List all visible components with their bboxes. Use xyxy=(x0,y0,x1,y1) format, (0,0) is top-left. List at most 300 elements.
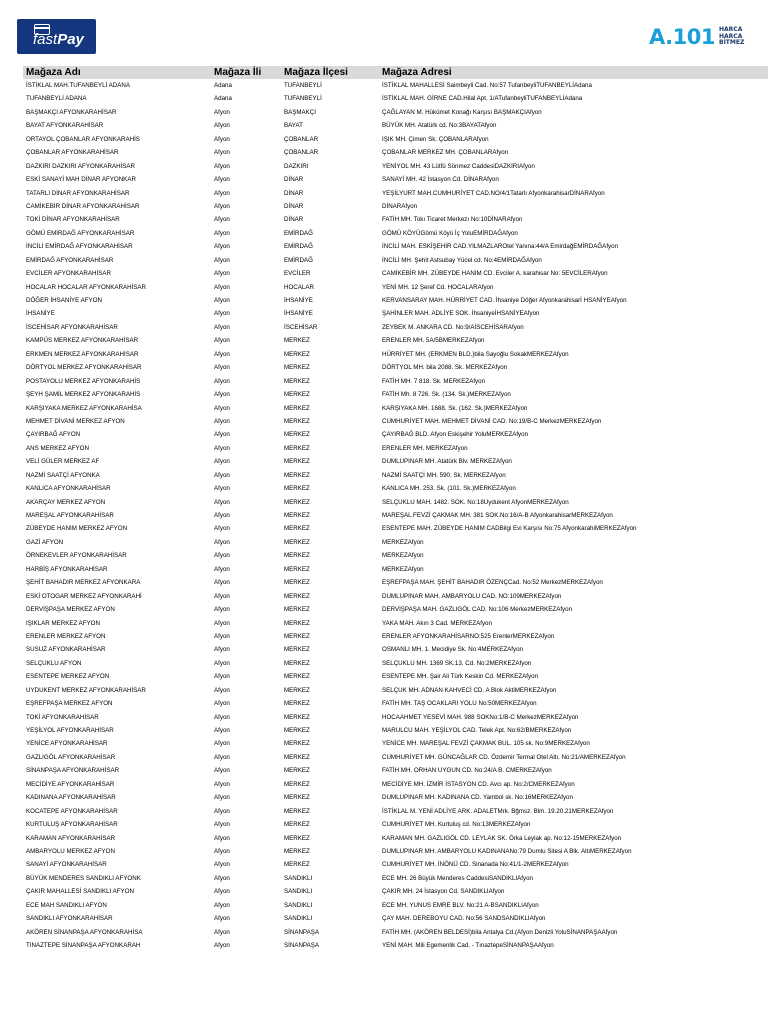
table-row xyxy=(23,79,768,92)
cell-store-name: AKARÇAY MERKEZ AFYON xyxy=(26,498,106,506)
cell-store-name: ANS MERKEZ AFYON xyxy=(26,444,89,452)
cell-store-name: MECİDİYE AFYONKARAHİSAR xyxy=(26,780,115,788)
cell-province: Afyon xyxy=(214,659,230,667)
table-row xyxy=(23,657,768,670)
cell-province: Afyon xyxy=(214,525,230,533)
table-row xyxy=(23,482,768,495)
table-row xyxy=(23,778,768,791)
cell-address: YENİCE MH. MAREŞAL FEVZİ ÇAKMAK BUL. 105 sk. No:9MERKEZAfyon xyxy=(382,740,590,748)
cell-province: Afyon xyxy=(214,310,230,318)
cell-district: EMİRDAĞ xyxy=(284,243,313,251)
cell-province: Afyon xyxy=(214,189,230,197)
cell-address: GÖMÜ KÖYÜGömü Köyü İç YoluEMİRDAĞAfyon xyxy=(382,229,518,237)
cell-district: MERKEZ xyxy=(284,740,310,748)
cell-store-name: KARŞIYAKA MERKEZ AFYONKARAHİSA xyxy=(26,404,142,412)
cell-store-name: ESKİ SANAYİ MAH DİNAR AFYONKAR xyxy=(26,176,136,184)
cell-address: ESENTEPE MH. Şair Ali Türk Keskin Cd. MERKEZAfyon xyxy=(382,673,538,681)
cell-district: MERKEZ xyxy=(284,458,310,466)
cell-address: MERKEZAfyon xyxy=(382,552,424,560)
cell-store-name: YENİCE AFYONKARAHİSAR xyxy=(26,740,108,748)
cell-store-name: ÇOBANLAR AFYONKARAHİSAR xyxy=(26,149,119,157)
cell-province: Afyon xyxy=(214,606,230,614)
cell-address: YAKA MAH. Akın 3 Cad. MERKEZAfyon xyxy=(382,619,492,627)
cell-address: ÇAKIR MH. 24 İstasyon Cd. SANDIKLIAfyon xyxy=(382,888,505,896)
slogan-line: HARCA xyxy=(719,26,743,33)
cell-store-name: BÜYÜK MENDERES SANDIKLI AFYONK xyxy=(26,874,141,882)
cell-store-name: SANAYİ AFYONKARAHİSAR xyxy=(26,861,107,869)
cell-province: Afyon xyxy=(214,135,230,143)
cell-address: SELÇUKLU MAH. 1482. SOK. No:18Uydukent AfyonMERKEZAfyon xyxy=(382,498,569,506)
cell-district: MERKEZ xyxy=(284,391,310,399)
table-row xyxy=(23,603,768,616)
cell-province: Afyon xyxy=(214,632,230,640)
cell-district: DİNAR xyxy=(284,176,304,184)
cell-store-name: VELİ GÜLER MERKEZ AF xyxy=(26,458,100,466)
cell-address: MAREŞAL FEVZİ ÇAKMAK MH. 381 SOK.No:16/A-B AfyonkarahisarMERKEZAfyon xyxy=(382,512,613,519)
cell-store-name: İHSANİYE xyxy=(26,310,55,318)
cell-district: ÇOBANLAR xyxy=(284,149,319,157)
cell-address: SELÇUKLU MH. 1369 SK.13. Cd. No:2MERKEZAfyon xyxy=(382,659,532,667)
cell-district: MERKEZ xyxy=(284,417,310,425)
cell-district: MERKEZ xyxy=(284,780,310,788)
cell-store-name: KANLICA AFYONKARAHİSAR xyxy=(26,485,111,493)
cell-province: Afyon xyxy=(214,592,230,600)
cell-store-name: POSTAYOLU MERKEZ AFYONKARAHİS xyxy=(26,377,141,385)
cell-address: FATİH MH. 7 818. Sk. MERKEZAfyon xyxy=(382,377,486,385)
cell-address: MECİDİYE MH. İZMİR İSTASYON CD. Avcı ap. No:2/CMERKEZAfyon xyxy=(382,780,575,788)
cell-province: Afyon xyxy=(214,256,230,264)
cell-province: Afyon xyxy=(214,243,230,251)
cell-district: MERKEZ xyxy=(284,606,310,614)
table-row xyxy=(23,590,768,603)
cell-store-name: ESENTEPE MERKEZ AFYON xyxy=(26,673,110,681)
table-row xyxy=(23,899,768,912)
cell-store-name: ŞEYH ŞAMİL MERKEZ AFYONKARAHİS xyxy=(26,391,141,399)
cell-store-name: BAYAT AFYONKARAHİSAR xyxy=(26,122,104,130)
table-row xyxy=(23,92,768,105)
column-header-address: Mağaza Adresi xyxy=(382,67,452,78)
cell-district: MERKEZ xyxy=(284,498,310,506)
cell-province: Afyon xyxy=(214,673,230,681)
cell-store-name: HOCALAR HOCALAR AFYONKARAHİSAR xyxy=(26,283,146,291)
cell-district: MERKEZ xyxy=(284,619,310,627)
cell-address: FATİH MH. TAŞ OCAKLARI YOLU No:50MERKEZAfyon xyxy=(382,700,537,708)
table-row xyxy=(23,724,768,737)
cell-address: ÇAYIRBAĞ BLD. Afyon Eskişehir YoluMERKEZAfyon xyxy=(382,431,529,439)
cell-province: Afyon xyxy=(214,834,230,842)
table-row xyxy=(23,576,768,589)
cell-address: ESENTEPE MAH. ZÜBEYDE HANIM CADBilgi Evi Karşısı No:75 AfyonkarahiMERKEZAfyon xyxy=(382,525,637,533)
table-row xyxy=(23,133,768,146)
table-row xyxy=(23,361,768,374)
cell-district: İSCEHİSAR xyxy=(284,323,318,331)
cell-store-name: TINAZTEPE SİNANPAŞA AFYONKARAH xyxy=(26,942,141,949)
cell-district: MERKEZ xyxy=(284,632,310,640)
cell-store-name: ECE MAH SANDIKLI AFYON xyxy=(26,901,107,909)
cell-province: Afyon xyxy=(214,364,230,372)
table-row xyxy=(23,643,768,656)
cell-store-name: TOKİ AFYONKARAHİSAR xyxy=(26,713,99,721)
cell-store-name: ZÜBEYDE HANIM MERKEZ AFYON xyxy=(26,525,128,533)
cell-district: SİNANPAŞA xyxy=(284,942,319,949)
cell-province: Afyon xyxy=(214,847,230,855)
cell-district: MERKEZ xyxy=(284,404,310,412)
cell-address: OSMANLI MH. 1. Mecidiye Sk. No:4MERKEZAfyon xyxy=(382,646,523,654)
cell-district: DİNAR xyxy=(284,189,304,197)
cell-province: Afyon xyxy=(214,552,230,560)
fastpay-prefix: fast xyxy=(33,31,58,48)
cell-province: Afyon xyxy=(214,767,230,775)
cell-address: SANAYİ MH. 42 İstasyon Cd. DİNARAfyon xyxy=(382,176,499,184)
cell-store-name: BAŞMAKÇI AFYONKARAHİSAR xyxy=(26,108,117,116)
table-row xyxy=(23,442,768,455)
cell-store-name: ŞEHİT BAHADIR MERKEZ AFYONKARA xyxy=(26,579,141,587)
cell-address: FATİH MH. (AKÖREN BELDESİ)bila Antalya Cd.(Afyon Denizli YoluSİNANPAŞAAfyon xyxy=(382,928,618,936)
cell-district: MERKEZ xyxy=(284,753,310,761)
table-row xyxy=(23,522,768,535)
cell-province: Afyon xyxy=(214,794,230,802)
cell-store-name: MEHMET DİVANİ MERKEZ AFYON xyxy=(26,417,125,425)
cell-address: CUMHURİYET MH. Kurtuluş cd. No:13MERKEZAfyon xyxy=(382,821,531,829)
table-row xyxy=(23,267,768,280)
cell-district: MERKEZ xyxy=(284,673,310,681)
cell-province: Afyon xyxy=(214,686,230,694)
cell-district: MERKEZ xyxy=(284,659,310,667)
cell-district: SANDIKLI xyxy=(284,915,313,923)
table-row xyxy=(23,737,768,750)
cell-district: MERKEZ xyxy=(284,579,310,587)
cell-store-name: TATARLI DİNAR AFYONKARAHİSAR xyxy=(26,189,130,197)
page-header xyxy=(0,0,768,64)
cell-province: Afyon xyxy=(214,417,230,425)
fastpay-wordmark xyxy=(33,31,84,49)
cell-province: Adana xyxy=(214,82,232,89)
cell-address: ERENLER MH. 5A/5BMERKEZAfyon xyxy=(382,337,485,345)
table-row xyxy=(23,173,768,186)
cell-province: Afyon xyxy=(214,740,230,748)
table-row xyxy=(23,509,768,522)
cell-province: Afyon xyxy=(214,108,230,116)
table-row xyxy=(23,146,768,159)
cell-province: Afyon xyxy=(214,377,230,385)
table-row xyxy=(23,630,768,643)
table-body xyxy=(23,79,768,952)
cell-district: SANDIKLI xyxy=(284,888,313,896)
table-row xyxy=(23,845,768,858)
cell-store-name: SANDIKLI AFYONKARAHİSAR xyxy=(26,915,113,923)
cell-district: TUFANBEYLİ xyxy=(284,95,322,103)
cell-province: Afyon xyxy=(214,176,230,184)
cell-district: MERKEZ xyxy=(284,592,310,600)
cell-store-name: TOKİ DİNAR AFYONKARAHİSAR xyxy=(26,216,120,224)
cell-store-name: SUSUZ AFYONKARAHİSAR xyxy=(26,646,106,654)
cell-address: EŞREFPAŞA MAH. ŞEHİT BAHADIR ÖZENÇCad. No:52 MerkezMERKEZAfyon xyxy=(382,579,603,587)
cell-district: MERKEZ xyxy=(284,444,310,452)
cell-address: CAMİKEBİR MH. ZÜBEYDE HANIM CD. Evciler A. karahisar No: 5EVCİLERAfyon xyxy=(382,270,608,278)
cell-store-name: KOCATEPE AFYONKARAHİSAR xyxy=(26,807,118,815)
table-row xyxy=(23,858,768,871)
cell-address: MARULCU MAH. YEŞİLYOL CAD. Telek Apt. No:62/BMERKEZAfyon xyxy=(382,727,572,734)
table-row xyxy=(23,307,768,320)
column-header-store-name: Mağaza Adı xyxy=(26,67,81,78)
cell-store-name: İSCEHİSAR AFYONKARAHİSAR xyxy=(26,323,118,331)
cell-store-name: ÇAYIRBAĞ AFYON xyxy=(26,431,81,439)
cell-address: ŞAHİNLER MAH. ADLİYE SOK. İhsaniyeİHSANİYEAfyon xyxy=(382,310,540,318)
cell-province: Afyon xyxy=(214,700,230,708)
cell-store-name: AMBARYOLU MERKEZ AFYON xyxy=(26,847,115,855)
cell-district: EVCİLER xyxy=(284,270,311,278)
cell-address: HÜRRİYET MH. (ERKMEN BLD.)bila Sayoğlu SokakMERKEZAfyon xyxy=(382,350,569,358)
cell-address: KANLICA MH. 253. Sk. (101. Sk.)MERKEZAfyon xyxy=(382,485,516,493)
cell-store-name: KADINANA AFYONKARAHİSAR xyxy=(26,794,116,802)
table-row xyxy=(23,240,768,253)
cell-store-name: CAMİKEBİR DİNAR AFYONKARAHİSAR xyxy=(26,202,140,210)
cell-district: DAZKIRI xyxy=(284,162,309,170)
cell-address: KARAMAN MH. GAZLIGÖL CD. LEYLAK SK. Örka Leylak ap. No:12-15MERKEZAfyon xyxy=(382,834,622,842)
cell-district: ÇOBANLAR xyxy=(284,135,319,143)
table-row xyxy=(23,469,768,482)
cell-address: KERVANSARAY MAH. HÜRRİYET CAD. İhsaniye Döğer Afyonkarahisarİ HSANİYEAfyon xyxy=(382,297,627,304)
cell-address: FATİH MH. Tokı Ticaret Merkezı No:10DİNARAfyon xyxy=(382,216,523,224)
cell-province: Afyon xyxy=(214,942,230,949)
cell-province: Afyon xyxy=(214,391,230,399)
cell-district: MERKEZ xyxy=(284,794,310,802)
cell-address: İSTİKLAL M. YENİ ADLİYE ARK. ADALETMrk. Bğmsz. Blm. 19.20.21MERKEZAfyon xyxy=(382,807,614,815)
cell-province: Afyon xyxy=(214,512,230,519)
cell-address: NAZMİ SAATÇİ MH. 590. Sk. MERKEZAfyon xyxy=(382,471,506,479)
cell-district: MERKEZ xyxy=(284,767,310,775)
cell-store-name: İSTİKLAL MAH.TUFANBEYLİ ADANA xyxy=(26,82,130,89)
table-row xyxy=(23,294,768,307)
cell-province: Afyon xyxy=(214,162,230,170)
cell-district: DİNAR xyxy=(284,216,304,224)
table-row xyxy=(23,227,768,240)
table-row xyxy=(23,872,768,885)
cell-address: DUMLUPINAR MH. Atatürk Blv. MERKEZAfyon xyxy=(382,458,512,466)
cell-address: DERVİŞPAŞA MAH. GAZLIGÖL CAD. No:106 MerkezMERKEZAfyon xyxy=(382,606,573,614)
cell-province: Afyon xyxy=(214,579,230,587)
cell-province: Afyon xyxy=(214,350,230,358)
cell-store-name: KAMPÜS MERKEZ AFYONKARAHİSAR xyxy=(26,337,139,345)
cell-address: ÇOBANLAR MERKEZ MH. ÇOBANLARAfyon xyxy=(382,149,509,157)
cell-province: Afyon xyxy=(214,498,230,506)
cell-district: MERKEZ xyxy=(284,512,310,519)
cell-province: Afyon xyxy=(214,915,230,923)
cell-district: MERKEZ xyxy=(284,807,310,815)
cell-address: İNCİLİ MH. Şehit Astsubay Yücel cd. No:4EMİRDAĞAfyon xyxy=(382,256,542,264)
table-row xyxy=(23,388,768,401)
cell-store-name: DAZKIRI DAZKIRI AFYONKARAHİSAR xyxy=(26,162,135,170)
cell-district: DİNAR xyxy=(284,202,304,210)
cell-district: MERKEZ xyxy=(284,431,310,439)
cell-province: Afyon xyxy=(214,471,230,479)
table-row xyxy=(23,334,768,347)
cell-province: Afyon xyxy=(214,713,230,721)
table-row xyxy=(23,764,768,777)
cell-store-name: MAREŞAL AFYONKARAHİSAR xyxy=(26,512,114,519)
cell-district: MERKEZ xyxy=(284,821,310,829)
cell-district: MERKEZ xyxy=(284,713,310,721)
cell-district: SANDIKLI xyxy=(284,874,313,882)
cell-store-name: ÖRNEKEVLER AFYONKARAHİSAR xyxy=(26,552,127,560)
table-row xyxy=(23,402,768,415)
cell-province: Afyon xyxy=(214,753,230,761)
cell-store-name: DERVİŞPAŞA MERKEZ AFYON xyxy=(26,606,115,614)
cell-province: Afyon xyxy=(214,404,230,412)
cell-address: SELÇUK MH. ADNAN KAHVECİ CD. A Blok AktiMERKEZAfyon xyxy=(382,686,557,694)
cell-store-name: ORTAYOL ÇOBANLAR AFYONKARAHİS xyxy=(26,135,140,143)
cell-province: Afyon xyxy=(214,216,230,224)
table-row xyxy=(23,926,768,939)
cell-address: İSTİKLAL MAH. GİRNE CAD.Hilal Apt. 1/ATufanbeyliTUFANBEYLİAdana xyxy=(382,95,583,103)
cell-store-name: NAZMİ SAATÇİ AFYONKA xyxy=(26,471,100,479)
cell-district: MERKEZ xyxy=(284,565,310,573)
cell-province: Afyon xyxy=(214,149,230,157)
table-row xyxy=(23,375,768,388)
cell-address: IŞIK MH. Çimen Sk. ÇOBANLARAfyon xyxy=(382,135,489,143)
cell-province: Afyon xyxy=(214,901,230,909)
a101-wordmark: A.101 xyxy=(649,25,715,49)
cell-address: FATİH Mh. 8 726. Sk. (134. Sk.)MERKEZAfyon xyxy=(382,391,511,399)
cell-district: MERKEZ xyxy=(284,337,310,345)
cell-district: MERKEZ xyxy=(284,686,310,694)
table-row xyxy=(23,670,768,683)
cell-province: Afyon xyxy=(214,458,230,466)
cell-province: Afyon xyxy=(214,821,230,829)
table-row xyxy=(23,697,768,710)
table-row xyxy=(23,106,768,119)
cell-district: MERKEZ xyxy=(284,847,310,855)
table-row xyxy=(23,563,768,576)
cell-store-name: DÖRTYOL MERKEZ AFYONKARAHİSAR xyxy=(26,364,142,372)
cell-district: MERKEZ xyxy=(284,485,310,493)
cell-province: Afyon xyxy=(214,297,230,304)
table-row xyxy=(23,119,768,132)
table-row xyxy=(23,805,768,818)
cell-address: CUMHURİYET MAH. MEHMET DİVANİ CAD. No:19/B-C MerkezMERKEZAfyon xyxy=(382,417,602,425)
store-table xyxy=(23,66,768,952)
cell-province: Adana xyxy=(214,95,232,103)
cell-store-name: ERENLER MERKEZ AFYON xyxy=(26,632,106,640)
cell-store-name: ESKİ OTOGAR MERKEZ AFYONKARAHİ xyxy=(26,592,142,600)
table-row xyxy=(23,684,768,697)
cell-address: ECE MH. YUNUS EMRE BLV. No:21 A-BSANDIKLIAfyon xyxy=(382,901,539,909)
table-row xyxy=(23,281,768,294)
cell-store-name: UYDUKENT MERKEZ AFYONKARAHİSAR xyxy=(26,686,146,694)
cell-district: MERKEZ xyxy=(284,350,310,358)
table-row xyxy=(23,187,768,200)
cell-address: KARŞIYAKA MH. 1688. Sk. (162. Sk.)MERKEZAfyon xyxy=(382,404,528,412)
cell-store-name: DÖĞER İHSANİYE AFYON xyxy=(26,297,102,304)
table-row xyxy=(23,428,768,441)
cell-province: Afyon xyxy=(214,565,230,573)
table-row xyxy=(23,711,768,724)
cell-district: MERKEZ xyxy=(284,377,310,385)
cell-district: SİNANPAŞA xyxy=(284,928,319,936)
cell-store-name: KARAMAN AFYONKARAHİSAR xyxy=(26,834,116,842)
cell-district: BAYAT xyxy=(284,122,303,130)
table-row xyxy=(23,549,768,562)
fastpay-suffix: Pay xyxy=(57,31,84,48)
cell-store-name: ERKMEN MERKEZ AFYONKARAHİSAR xyxy=(26,350,139,358)
cell-address: İNCİLİ MAH. ESKİŞEHİR CAD.YILMAZLAROtel Yanına:44/A EmirdağEMİRDAĞAfyon xyxy=(382,243,619,251)
cell-province: Afyon xyxy=(214,874,230,882)
a101-slogan xyxy=(719,27,744,47)
cell-province: Afyon xyxy=(214,270,230,278)
cell-store-name: ÇAKIR MAHALLESİ SANDIKLI AFYON xyxy=(26,888,134,896)
cell-district: MERKEZ xyxy=(284,700,310,708)
table-row xyxy=(23,321,768,334)
cell-store-name: IŞIKLAR MERKEZ AFYON xyxy=(26,619,100,627)
cell-district: MERKEZ xyxy=(284,834,310,842)
cell-province: Afyon xyxy=(214,444,230,452)
cell-store-name: SELÇUKLU AFYON xyxy=(26,659,82,667)
cell-address: FATİH MH. ORHAN UYGUN CD. No:24/A B. CMERKEZAfyon xyxy=(382,767,552,775)
cell-district: HOCALAR xyxy=(284,283,314,291)
cell-district: MERKEZ xyxy=(284,538,310,546)
cell-address: MERKEZAfyon xyxy=(382,565,424,573)
cell-address: YENİ MAH. Mili Egemenlik Cad. - TınaztepeSİNANPAŞAAfyon xyxy=(382,942,554,949)
cell-province: Afyon xyxy=(214,646,230,654)
cell-address: DİNARAfyon xyxy=(382,202,418,210)
cell-province: Afyon xyxy=(214,323,230,331)
slogan-line: HARCA xyxy=(719,32,743,40)
table-row xyxy=(23,415,768,428)
cell-address: ERENLER MH. MERKEZAfyon xyxy=(382,444,468,452)
cell-district: MERKEZ xyxy=(284,727,310,734)
cell-address: CUMHURİYET MH. GÜNCAĞLAR CD. Özdemir Termal Otel Altı. No:21/AMERKEZAfyon xyxy=(382,753,626,761)
cell-district: İHSANİYE xyxy=(284,297,313,304)
cell-district: BAŞMAKÇI xyxy=(284,108,316,116)
cell-province: Afyon xyxy=(214,337,230,345)
cell-store-name: SİNANPAŞA AFYONKARAHİSAR xyxy=(26,767,120,775)
table-row xyxy=(23,254,768,267)
cell-address: ÇAĞLAYAN M. Hükümet Konağı Karşısı BAŞMAKÇIAfyon xyxy=(382,108,542,116)
cell-store-name: TUFANBEYLİ ADANA xyxy=(26,95,87,103)
table-row xyxy=(23,617,768,630)
column-header-district: Mağaza İlçesi xyxy=(284,67,348,78)
cell-store-name: KURTULUŞ AFYONKARAHİSAR xyxy=(26,821,118,829)
cell-province: Afyon xyxy=(214,888,230,896)
cell-address: YENİYOL MH. 43 Lütfü Sönmez CaddesiDAZKIRIAfyon xyxy=(382,162,535,170)
cell-province: Afyon xyxy=(214,780,230,788)
table-row xyxy=(23,455,768,468)
table-row xyxy=(23,751,768,764)
cell-address: ERENLER AFYONKARAHİSARNO:525 ErenlerMERKEZAfyon xyxy=(382,632,555,640)
cell-province: Afyon xyxy=(214,122,230,130)
table-row xyxy=(23,213,768,226)
cell-district: MERKEZ xyxy=(284,525,310,533)
table-row xyxy=(23,791,768,804)
table-header-row xyxy=(23,66,768,79)
cell-district: EMİRDAĞ xyxy=(284,229,313,237)
table-row xyxy=(23,832,768,845)
cell-address: ZEYBEK M. ANKARA CD. No:9/AİSCEHİSARAfyon xyxy=(382,323,524,331)
cell-district: MERKEZ xyxy=(284,364,310,372)
cell-address: MERKEZAfyon xyxy=(382,538,424,546)
cell-district: MERKEZ xyxy=(284,471,310,479)
cell-province: Afyon xyxy=(214,283,230,291)
table-row xyxy=(23,200,768,213)
cell-store-name: HARBİŞ AFYONKARAHİSAR xyxy=(26,565,108,573)
cell-province: Afyon xyxy=(214,619,230,627)
cell-district: SANDIKLI xyxy=(284,901,313,909)
cell-district: İHSANİYE xyxy=(284,310,313,318)
table-row xyxy=(23,912,768,925)
table-row xyxy=(23,496,768,509)
fastpay-logo xyxy=(17,19,96,54)
cell-address: DUMLUPINAR MAH. AMBARYOLU CAD. NO:109MERKEZAfyon xyxy=(382,592,562,600)
